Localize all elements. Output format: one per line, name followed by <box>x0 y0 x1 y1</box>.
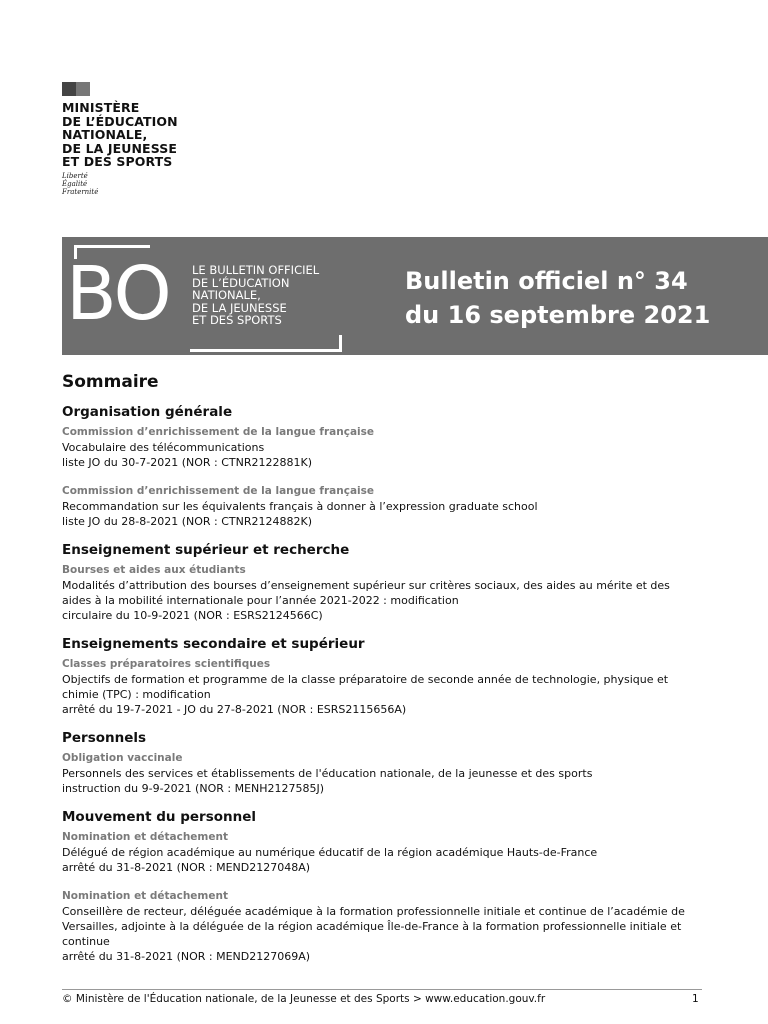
entry-title[interactable]: Modalités d’attribution des bourses d’enseignement supérieur sur critères sociaux, des aides au mérite et des aides à la mobilité internationale pour l’année 2021-2022 : modification <box>62 579 670 607</box>
bo-subtitle: LE BULLETIN OFFICIEL DE L’ÉDUCATION NATIONALE, DE LA JEUNESSE ET DES SPORTS <box>192 263 320 327</box>
entry-category: Commission d’enrichissement de la langue française <box>62 426 375 438</box>
entry-title[interactable]: Objectifs de formation et programme de la classe préparatoire de seconde année de technologie, physique et chimie (TPC) : modification <box>62 673 669 701</box>
footer-divider <box>62 989 702 990</box>
entry-title[interactable]: Vocabulaire des télécommunications <box>62 441 265 454</box>
bo-frame-line <box>190 349 342 352</box>
entry-title[interactable]: Personnels des services et établissements de l'éducation nationale, de la jeunesse et des sports <box>62 767 593 780</box>
entry-title[interactable]: Recommandation sur les équivalents français à donner à l’expression graduate school <box>62 500 538 513</box>
entry-reference: liste JO du 30-7-2021 (NOR : CTNR2122881K) <box>62 456 312 469</box>
bo-frame-line <box>74 245 150 248</box>
entry-reference: liste JO du 28-8-2021 (NOR : CTNR2124882K) <box>62 515 312 528</box>
entry-category: Nomination et détachement <box>62 831 228 843</box>
entry-category: Bourses et aides aux étudiants <box>62 564 246 576</box>
bo-logo-letters: BO <box>66 251 170 337</box>
toc-entry[interactable] <box>62 657 702 717</box>
footer-copyright: © Ministère de l'Éducation nationale, de la Jeunesse et des Sports > www.education.gouv.fr <box>62 993 546 1005</box>
toc-entry[interactable] <box>62 484 702 529</box>
toc-entry[interactable] <box>62 889 702 964</box>
summary-title: Sommaire <box>62 372 159 392</box>
entry-title[interactable]: Délégué de région académique au numérique éducatif de la région académique Hauts-de-France <box>62 846 598 859</box>
bulletin-banner <box>62 237 768 355</box>
ministry-logo <box>62 82 202 196</box>
entry-title[interactable]: Conseillère de recteur, déléguée académique à la formation professionnelle initiale et continue de l’académie de Versailles, adjointe à la déléguée de la région académique Île-de-France à la formation professionnelle initiale et continue <box>62 905 685 948</box>
section-heading: Enseignement supérieur et recherche <box>62 542 350 558</box>
bulletin-title: Bulletin officiel n° 34 du 16 septembre 2021 <box>405 267 711 329</box>
republic-motto: Liberté Égalité Fraternité <box>62 171 99 196</box>
section-heading: Mouvement du personnel <box>62 809 257 825</box>
entry-reference: arrêté du 31-8-2021 (NOR : MEND2127048A) <box>62 861 311 874</box>
section-heading: Organisation générale <box>62 404 233 420</box>
toc-entry[interactable] <box>62 425 702 470</box>
section-heading: Personnels <box>62 730 147 746</box>
entry-category: Commission d’enrichissement de la langue française <box>62 485 375 497</box>
entry-reference: circulaire du 10-9-2021 (NOR : ESRS2124566C) <box>62 609 323 622</box>
entry-category: Obligation vaccinale <box>62 752 183 764</box>
toc-section <box>62 635 702 717</box>
section-heading: Enseignements secondaire et supérieur <box>62 636 365 652</box>
toc-section <box>62 808 702 964</box>
toc-entry[interactable] <box>62 751 702 796</box>
table-of-contents <box>62 403 702 964</box>
toc-section <box>62 729 702 796</box>
entry-category: Classes préparatoires scientifiques <box>62 658 271 670</box>
entry-category: Nomination et détachement <box>62 890 228 902</box>
entry-reference: arrêté du 31-8-2021 (NOR : MEND2127069A) <box>62 950 311 963</box>
toc-entry[interactable] <box>62 830 702 875</box>
toc-entry[interactable] <box>62 563 702 623</box>
page-number: 1 <box>692 993 699 1005</box>
entry-reference: arrêté du 19-7-2021 - JO du 27-8-2021 (NOR : ESRS2115656A) <box>62 703 407 716</box>
toc-section <box>62 541 702 623</box>
bo-frame-corner <box>339 335 342 352</box>
entry-reference: instruction du 9-9-2021 (NOR : MENH2127585J) <box>62 782 325 795</box>
ministry-name: MINISTÈRE DE L’ÉDUCATION NATIONALE, DE LA JEUNESSE ET DES SPORTS <box>62 100 178 169</box>
toc-section <box>62 403 702 529</box>
marianne-icon <box>62 82 102 98</box>
